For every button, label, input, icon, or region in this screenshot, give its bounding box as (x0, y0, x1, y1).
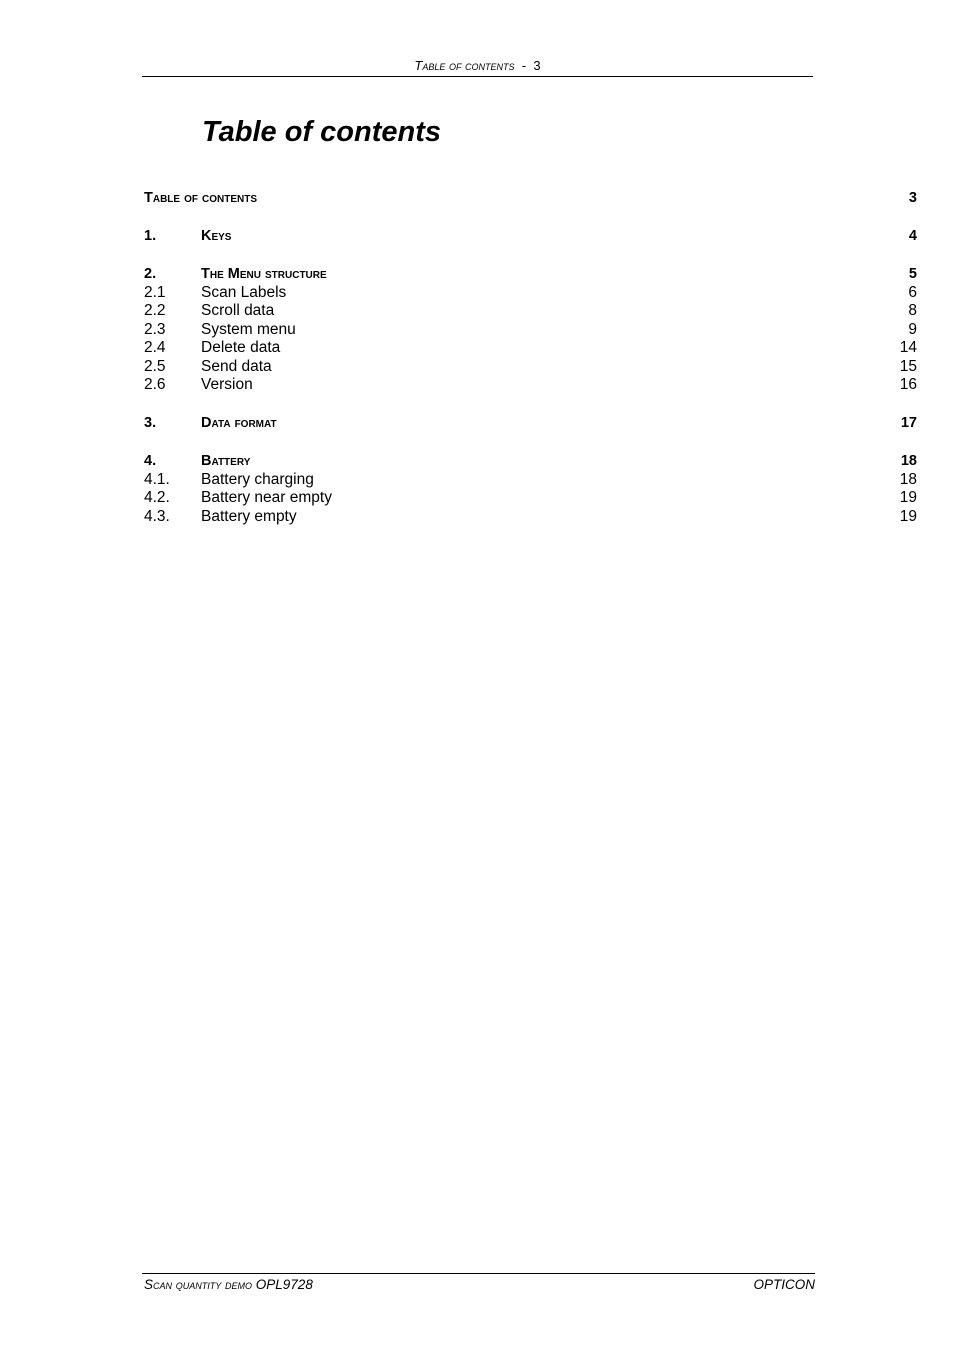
page-header (142, 56, 813, 77)
toc-entry-title: Data format (201, 415, 277, 431)
toc-entry[interactable] (144, 265, 917, 284)
page-footer (142, 1273, 815, 1292)
toc-entry-page: 8 (908, 302, 917, 319)
toc-entry-number: 2.6 (144, 376, 166, 393)
toc-entry[interactable] (144, 452, 917, 471)
toc-entry-page: 18 (899, 470, 917, 488)
page-title: Table of contents (202, 116, 441, 148)
toc-entry[interactable] (144, 302, 917, 321)
toc-entry-number: 2.2 (144, 302, 166, 319)
footer-doc-title: Scan quantity demo (144, 1277, 253, 1292)
toc-entry-number: 4. (144, 453, 157, 469)
footer-company: OPTICON (753, 1277, 815, 1292)
header-separator: - (521, 58, 527, 73)
toc-entry-title: Battery (201, 453, 251, 469)
toc-entry-page: 5 (908, 266, 917, 282)
toc-entry[interactable] (144, 358, 917, 377)
toc-entry-number: 2.3 (144, 320, 166, 338)
toc-entry-title: Keys (201, 228, 232, 244)
toc-entry-number: 4.3. (144, 507, 170, 525)
toc-entry-page: 18 (900, 453, 917, 469)
toc-entry-title: Battery empty (201, 507, 297, 525)
toc-entry-title: Send data (201, 357, 272, 375)
toc-entry[interactable] (144, 508, 917, 527)
toc-entry-title: Battery near empty (201, 489, 332, 506)
toc-entry-number: 4.1. (144, 470, 170, 488)
toc-entry-number: 1. (144, 228, 157, 244)
toc-entry-page: 14 (899, 339, 917, 356)
header-section-title: Table of contents (414, 58, 515, 73)
toc-entry-title: System menu (201, 320, 296, 338)
toc-entry-page: 9 (908, 320, 917, 338)
toc-entry-title: Scan Labels (201, 283, 287, 301)
header-page-number: 3 (533, 58, 541, 73)
footer-model: OPL9728 (255, 1277, 313, 1292)
toc-entry-number: 4.2. (144, 489, 170, 506)
toc-entry-number: 2.1 (144, 283, 166, 301)
toc-entry[interactable] (144, 321, 917, 340)
toc-entry-title: The Menu structure (201, 266, 327, 282)
toc-entry-number: 2.5 (144, 357, 166, 375)
toc-entry-number: 3. (144, 415, 157, 431)
toc-entry-title: Battery charging (201, 470, 314, 488)
toc-entry[interactable] (144, 376, 917, 395)
toc-entry[interactable] (144, 339, 917, 358)
toc-entry-number: 2.4 (144, 339, 166, 356)
toc-entry-page: 19 (899, 507, 917, 525)
footer-document-name (144, 1275, 313, 1295)
toc-entry-page: 6 (908, 283, 917, 301)
toc-entry[interactable] (144, 227, 917, 246)
toc-entry[interactable] (144, 489, 917, 508)
toc-entry-title: Table of contents (144, 190, 258, 206)
toc-list (144, 189, 917, 526)
toc-entry[interactable] (144, 471, 917, 490)
toc-entry-number: 2. (144, 266, 157, 282)
toc-entry-page: 16 (899, 376, 917, 393)
toc-entry-page: 4 (908, 228, 917, 244)
toc-entry[interactable] (144, 284, 917, 303)
toc-entry[interactable] (144, 414, 917, 433)
toc-entry-title: Delete data (201, 339, 281, 356)
toc-entry-page: 17 (900, 415, 917, 431)
toc-entry-page: 19 (899, 489, 917, 506)
toc-entry-page: 3 (908, 190, 917, 206)
toc-entry-page: 15 (899, 357, 917, 375)
toc-entry-title: Version (201, 376, 253, 393)
toc-entry[interactable] (144, 189, 917, 208)
toc-entry-title: Scroll data (201, 302, 275, 319)
